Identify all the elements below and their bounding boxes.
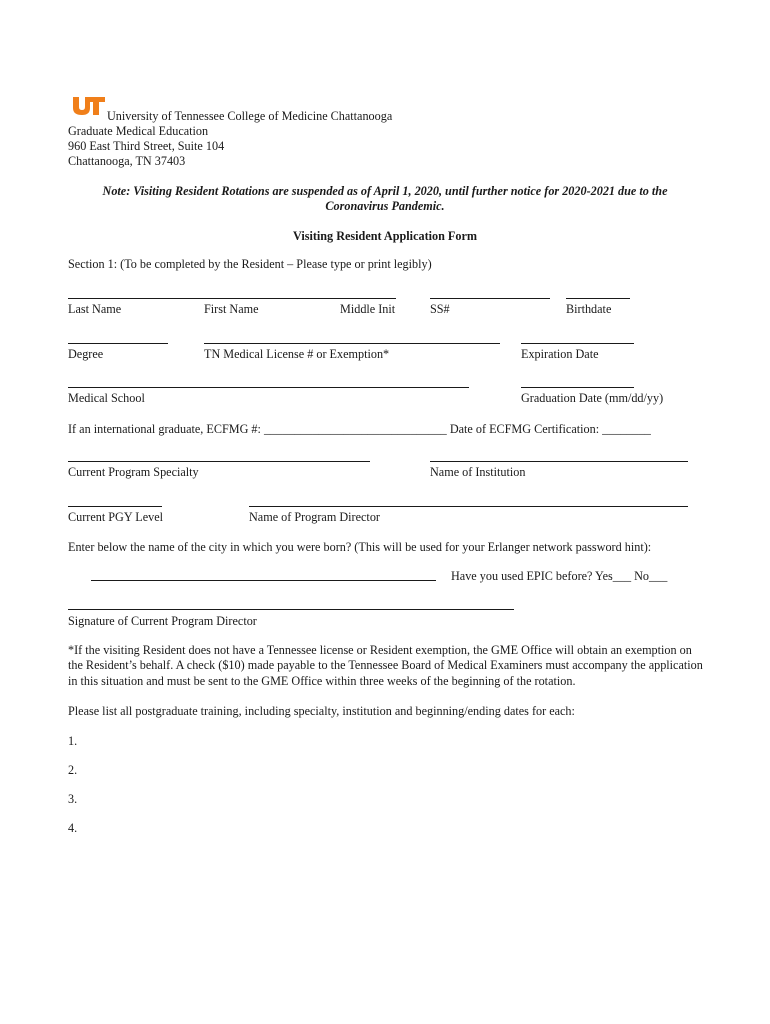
city-address: Chattanooga, TN 37403	[68, 154, 186, 168]
pgy-level-label: Current PGY Level	[68, 510, 163, 524]
form-title: Visiting Resident Application Form	[292, 229, 478, 243]
ut-logo	[72, 96, 106, 116]
institution-field-line[interactable]	[430, 461, 688, 462]
birth-city-field-line[interactable]	[91, 580, 436, 581]
suspension-note-line2: Coronavirus Pandemic.	[325, 199, 445, 213]
degree-field-line[interactable]	[68, 343, 168, 344]
program-specialty-field-line[interactable]	[68, 461, 370, 462]
institution-name: University of Tennessee College of Medicine Chattanooga	[107, 109, 393, 123]
graduation-date-field-line[interactable]	[521, 387, 634, 388]
pgy-level-field-line[interactable]	[68, 506, 162, 507]
training-item[interactable]: 1.	[68, 734, 78, 748]
middle-init-label: Middle Init	[340, 302, 396, 316]
training-prompt: Please list all postgraduate training, including specialty, institution and beginning/ending dates for each:	[68, 704, 575, 718]
expiration-field-line[interactable]	[521, 343, 634, 344]
program-director-label: Name of Program Director	[249, 510, 380, 524]
street-address: 960 East Third Street, Suite 104	[68, 139, 225, 153]
epic-question[interactable]: Have you used EPIC before? Yes___ No___	[451, 569, 668, 583]
license-exemption-note: *If the visiting Resident does not have a Tennessee license or Resident exemption, the GME Office will obtain an exemption on the Resident’s behalf. A check ($10) made payable to the Tennessee Board of Medical Examiners must accompany the application in this situation and must be sent to the GME Office within three weeks of the beginning of the rotation.	[68, 643, 703, 688]
program-specialty-label: Current Program Specialty	[68, 465, 199, 479]
director-signature-line[interactable]	[68, 609, 514, 610]
ut-logo-icon	[72, 96, 106, 116]
ssn-label: SS#	[430, 302, 450, 316]
medical-school-label: Medical School	[68, 391, 145, 405]
medical-school-field-line[interactable]	[68, 387, 469, 388]
expiration-date-label: Expiration Date	[521, 347, 599, 361]
suspension-note-line1: Note: Visiting Resident Rotations are suspended as of April 1, 2020, until further notice for 2020-2021 due to the	[102, 184, 668, 198]
institution-name-label: Name of Institution	[430, 465, 526, 479]
degree-label: Degree	[68, 347, 104, 361]
section-intro: Section 1: (To be completed by the Resident – Please type or print legibly)	[68, 257, 432, 271]
birthdate-label: Birthdate	[566, 302, 612, 316]
training-item[interactable]: 4.	[68, 821, 78, 835]
tn-license-field-line[interactable]	[204, 343, 500, 344]
first-name-label: First Name	[204, 302, 259, 316]
ssn-field-line[interactable]	[430, 298, 550, 299]
training-item[interactable]: 3.	[68, 792, 78, 806]
birth-city-prompt: Enter below the name of the city in which you were born? (This will be used for your Erlanger network password hint):	[68, 540, 652, 554]
last-name-label: Last Name	[68, 302, 122, 316]
birthdate-field-line[interactable]	[566, 298, 630, 299]
name-field-line[interactable]	[68, 298, 396, 299]
ecfmg-line[interactable]: If an international graduate, ECFMG #: ______________________________ Date of ECFMG Certification: ________	[68, 422, 651, 436]
graduation-date-label: Graduation Date (mm/dd/yy)	[521, 391, 664, 405]
tn-license-label: TN Medical License # or Exemption*	[204, 347, 390, 361]
training-item[interactable]: 2.	[68, 763, 78, 777]
department-name: Graduate Medical Education	[68, 124, 209, 138]
program-director-field-line[interactable]	[249, 506, 688, 507]
director-signature-label: Signature of Current Program Director	[68, 614, 257, 628]
